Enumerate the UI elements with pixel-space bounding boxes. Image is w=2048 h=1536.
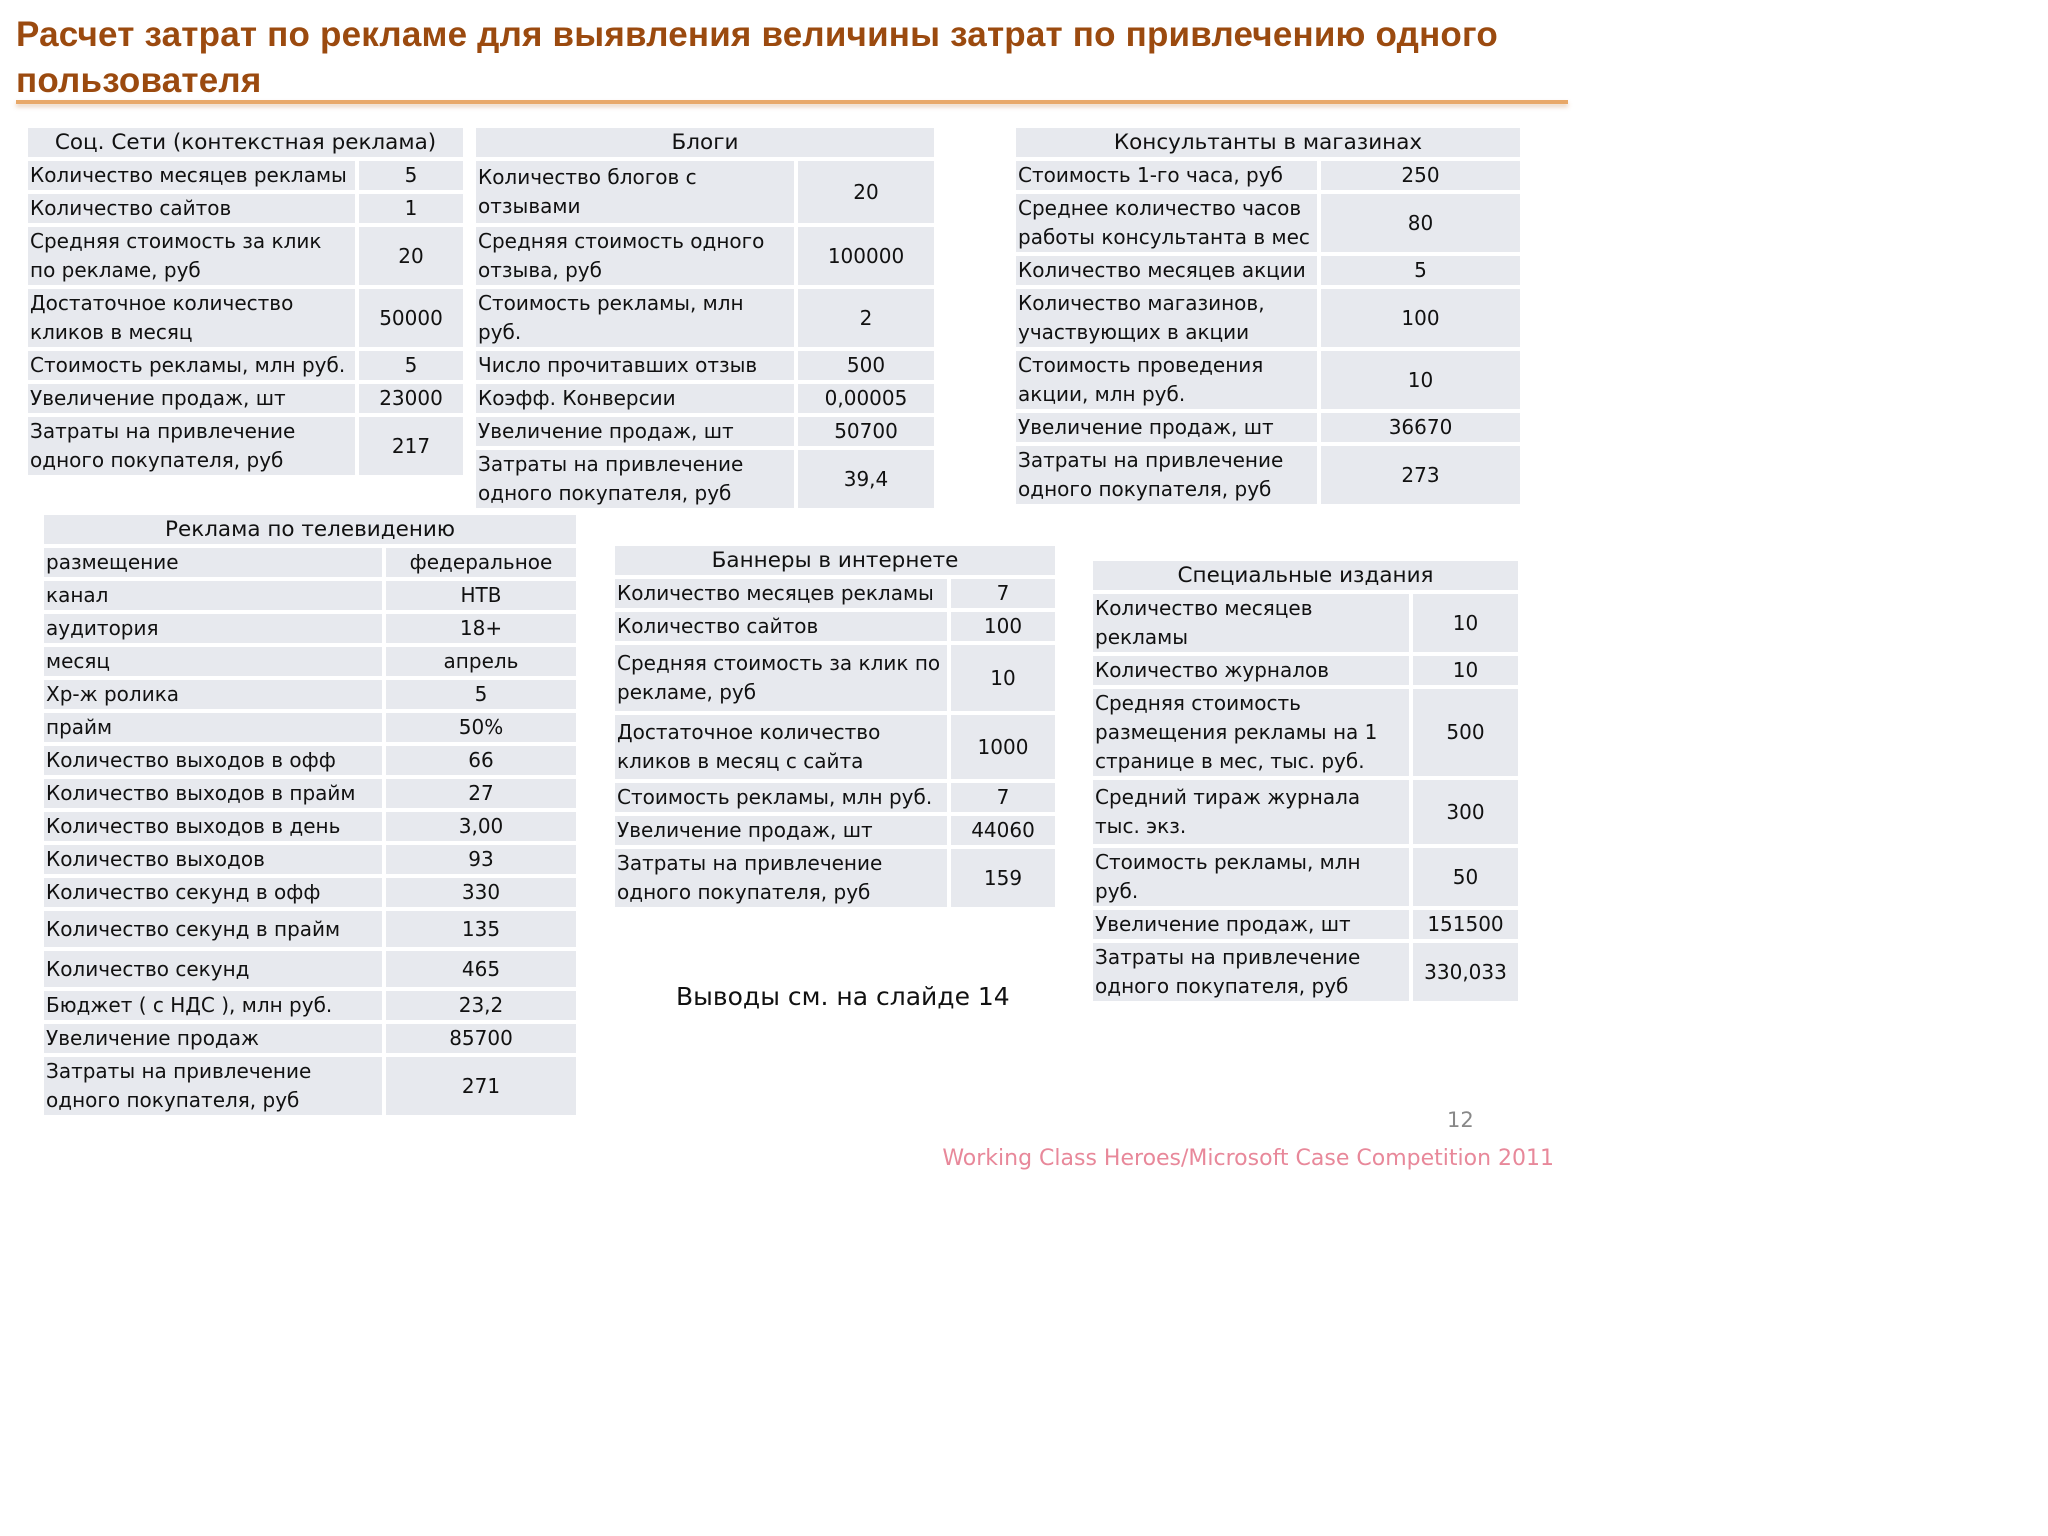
table-row [1093,780,1518,844]
table-social-networks [28,124,463,479]
table-row [44,951,576,987]
row-label: Количество месяцев рекламы [28,161,359,190]
table-row [615,612,1055,641]
table-row [28,289,463,347]
row-label: Хр-ж ролика [44,680,386,709]
row-label: Коэфф. Конверсии [476,384,798,413]
row-label: Достаточное количество кликов в месяц [28,289,359,347]
footer-text: Working Class Heroes/Microsoft Case Competition 2011 [942,1146,1554,1171]
row-label: Количество блогов с отзывами [476,161,798,223]
row-value: 27 [386,779,576,808]
table-row [476,227,934,285]
table-row [1093,689,1518,776]
row-label: размещение [44,548,386,577]
row-value: 217 [359,417,463,475]
row-label: Количество сайтов [615,612,951,641]
table-header: Соц. Сети (контекстная реклама) [28,128,463,157]
row-value: 330,033 [1413,943,1518,1001]
row-value: 50000 [359,289,463,347]
table-row [44,1024,576,1053]
row-label: Средняя стоимость за клик по рекламе, руб [615,645,951,711]
table-row [1016,446,1520,504]
row-value: 465 [386,951,576,987]
row-label: Средний тираж журнала тыс. экз. [1093,780,1413,844]
row-value: 151500 [1413,910,1518,939]
table-row [44,845,576,874]
row-value: 0,00005 [798,384,934,413]
table-header: Реклама по телевидению [44,515,576,544]
table-row [615,849,1055,907]
row-value: 250 [1321,161,1520,190]
row-value: 10 [951,645,1055,711]
row-label: Количество выходов в день [44,812,386,841]
table-row [28,384,463,413]
table-row [476,450,934,508]
row-label: Количество месяцев акции [1016,256,1321,285]
table-row [615,816,1055,845]
row-label: Бюджет ( с НДС ), млн руб. [44,991,386,1020]
table-row [44,911,576,947]
table-row [28,351,463,380]
table-row [44,647,576,676]
table-header: Баннеры в интернете [615,546,1055,575]
row-label: Стоимость проведения акции, млн руб. [1016,351,1321,409]
row-value: НТВ [386,581,576,610]
row-label: Затраты на привлечение одного покупателя, руб [1016,446,1321,504]
table-row [44,680,576,709]
row-value: 300 [1413,780,1518,844]
table-header-row [476,128,934,157]
row-value: 273 [1321,446,1520,504]
row-label: Увеличение продаж, шт [1093,910,1413,939]
table-row [44,746,576,775]
row-value: 330 [386,878,576,907]
page-number: 12 [1447,1108,1474,1132]
row-label: Стоимость рекламы, млн руб. [1093,848,1413,906]
row-value: 500 [1413,689,1518,776]
table-row [615,715,1055,779]
table-header-row [28,128,463,157]
row-value: 500 [798,351,934,380]
row-value: 20 [798,161,934,223]
row-label: Количество выходов [44,845,386,874]
row-label: Количество выходов в офф [44,746,386,775]
table-row [44,614,576,643]
row-value: 271 [386,1057,576,1115]
table-row [476,417,934,446]
table-row [476,384,934,413]
table-header-row [44,515,576,544]
row-label: Увеличение продаж, шт [476,417,798,446]
table-row [1093,910,1518,939]
row-value: 50% [386,713,576,742]
row-label: Стоимость рекламы, млн руб. [476,289,798,347]
row-value: 2 [798,289,934,347]
conclusion-note: Выводы см. на слайде 14 [676,982,1010,1011]
row-label: Количество выходов в прайм [44,779,386,808]
row-value: апрель [386,647,576,676]
table-row [1093,656,1518,685]
table-row [1016,256,1520,285]
row-value: 66 [386,746,576,775]
row-label: Затраты на привлечение одного покупателя, руб [615,849,951,907]
table-consultants [1016,124,1520,508]
table-header: Консультанты в магазинах [1016,128,1520,157]
table-special-editions [1093,557,1518,1005]
row-label: Количество секунд в прайм [44,911,386,947]
table-row [28,417,463,475]
table-row [44,548,576,577]
row-label: Достаточное количество кликов в месяц с сайта [615,715,951,779]
row-value: 50 [1413,848,1518,906]
table-row [1093,943,1518,1001]
table-row [476,351,934,380]
row-label: Средняя стоимость размещения рекламы на 1 странице в мес, тыс. руб. [1093,689,1413,776]
row-value: 3,00 [386,812,576,841]
table-header-row [1016,128,1520,157]
row-value: 23,2 [386,991,576,1020]
row-value: 18+ [386,614,576,643]
row-label: Количество секунд [44,951,386,987]
slide-title: Расчет затрат по рекламе для выявления величины затрат по привлечению одного пользователя [16,15,1498,100]
row-label: Количество сайтов [28,194,359,223]
row-value: 135 [386,911,576,947]
row-label: аудитория [44,614,386,643]
row-label: Затраты на привлечение одного покупателя, руб [476,450,798,508]
row-label: Увеличение продаж [44,1024,386,1053]
table-row [615,645,1055,711]
table-header: Блоги [476,128,934,157]
row-value: 159 [951,849,1055,907]
row-value: 50700 [798,417,934,446]
row-value: 39,4 [798,450,934,508]
row-value: 100000 [798,227,934,285]
row-label: Стоимость 1-го часа, руб [1016,161,1321,190]
table-row [44,581,576,610]
row-value: 10 [1413,594,1518,652]
table-row [1016,194,1520,252]
row-value: 7 [951,783,1055,812]
table-row [44,713,576,742]
row-value: федеральное [386,548,576,577]
row-value: 1000 [951,715,1055,779]
row-label: Увеличение продаж, шт [28,384,359,413]
table-row [1093,848,1518,906]
row-label: Количество журналов [1093,656,1413,685]
row-value: 93 [386,845,576,874]
title-divider [16,100,1568,104]
row-value: 100 [1321,289,1520,347]
row-value: 20 [359,227,463,285]
row-value: 85700 [386,1024,576,1053]
table-header-row [1093,561,1518,590]
table-row [44,1057,576,1115]
row-label: Количество секунд в офф [44,878,386,907]
row-value: 80 [1321,194,1520,252]
row-label: Затраты на привлечение одного покупателя, руб [1093,943,1413,1001]
table-row [476,161,934,223]
row-label: Количество месяцев рекламы [1093,594,1413,652]
row-label: Увеличение продаж, шт [1016,413,1321,442]
table-internet-banners [615,542,1055,911]
row-label: Среднее количество часов работы консультанта в мес [1016,194,1321,252]
row-label: Количество месяцев рекламы [615,579,951,608]
row-value: 7 [951,579,1055,608]
row-value: 5 [359,351,463,380]
table-row [44,991,576,1020]
row-value: 5 [359,161,463,190]
table-row [1016,161,1520,190]
row-label: Число прочитавших отзыв [476,351,798,380]
table-row [28,161,463,190]
table-row [476,289,934,347]
row-value: 10 [1413,656,1518,685]
table-tv-advertising [44,511,576,1119]
table-row [615,783,1055,812]
table-blogs [476,124,934,512]
table-row [615,579,1055,608]
row-value: 5 [1321,256,1520,285]
row-label: прайм [44,713,386,742]
row-label: Стоимость рекламы, млн руб. [28,351,359,380]
row-value: 10 [1321,351,1520,409]
table-header: Специальные издания [1093,561,1518,590]
row-value: 23000 [359,384,463,413]
table-row [1093,594,1518,652]
row-value: 5 [386,680,576,709]
table-row [1016,351,1520,409]
table-row [44,878,576,907]
row-label: Увеличение продаж, шт [615,816,951,845]
row-value: 1 [359,194,463,223]
table-row [28,194,463,223]
table-row [1016,289,1520,347]
table-row [1016,413,1520,442]
row-label: канал [44,581,386,610]
row-value: 100 [951,612,1055,641]
row-value: 44060 [951,816,1055,845]
table-row [44,779,576,808]
table-row [28,227,463,285]
row-label: Стоимость рекламы, млн руб. [615,783,951,812]
row-label: Затраты на привлечение одного покупателя, руб [44,1057,386,1115]
row-label: Средняя стоимость одного отзыва, руб [476,227,798,285]
row-label: Количество магазинов, участвующих в акции [1016,289,1321,347]
row-label: Затраты на привлечение одного покупателя, руб [28,417,359,475]
row-label: Средняя стоимость за клик по рекламе, руб [28,227,359,285]
table-row [44,812,576,841]
row-label: месяц [44,647,386,676]
table-header-row [615,546,1055,575]
row-value: 36670 [1321,413,1520,442]
